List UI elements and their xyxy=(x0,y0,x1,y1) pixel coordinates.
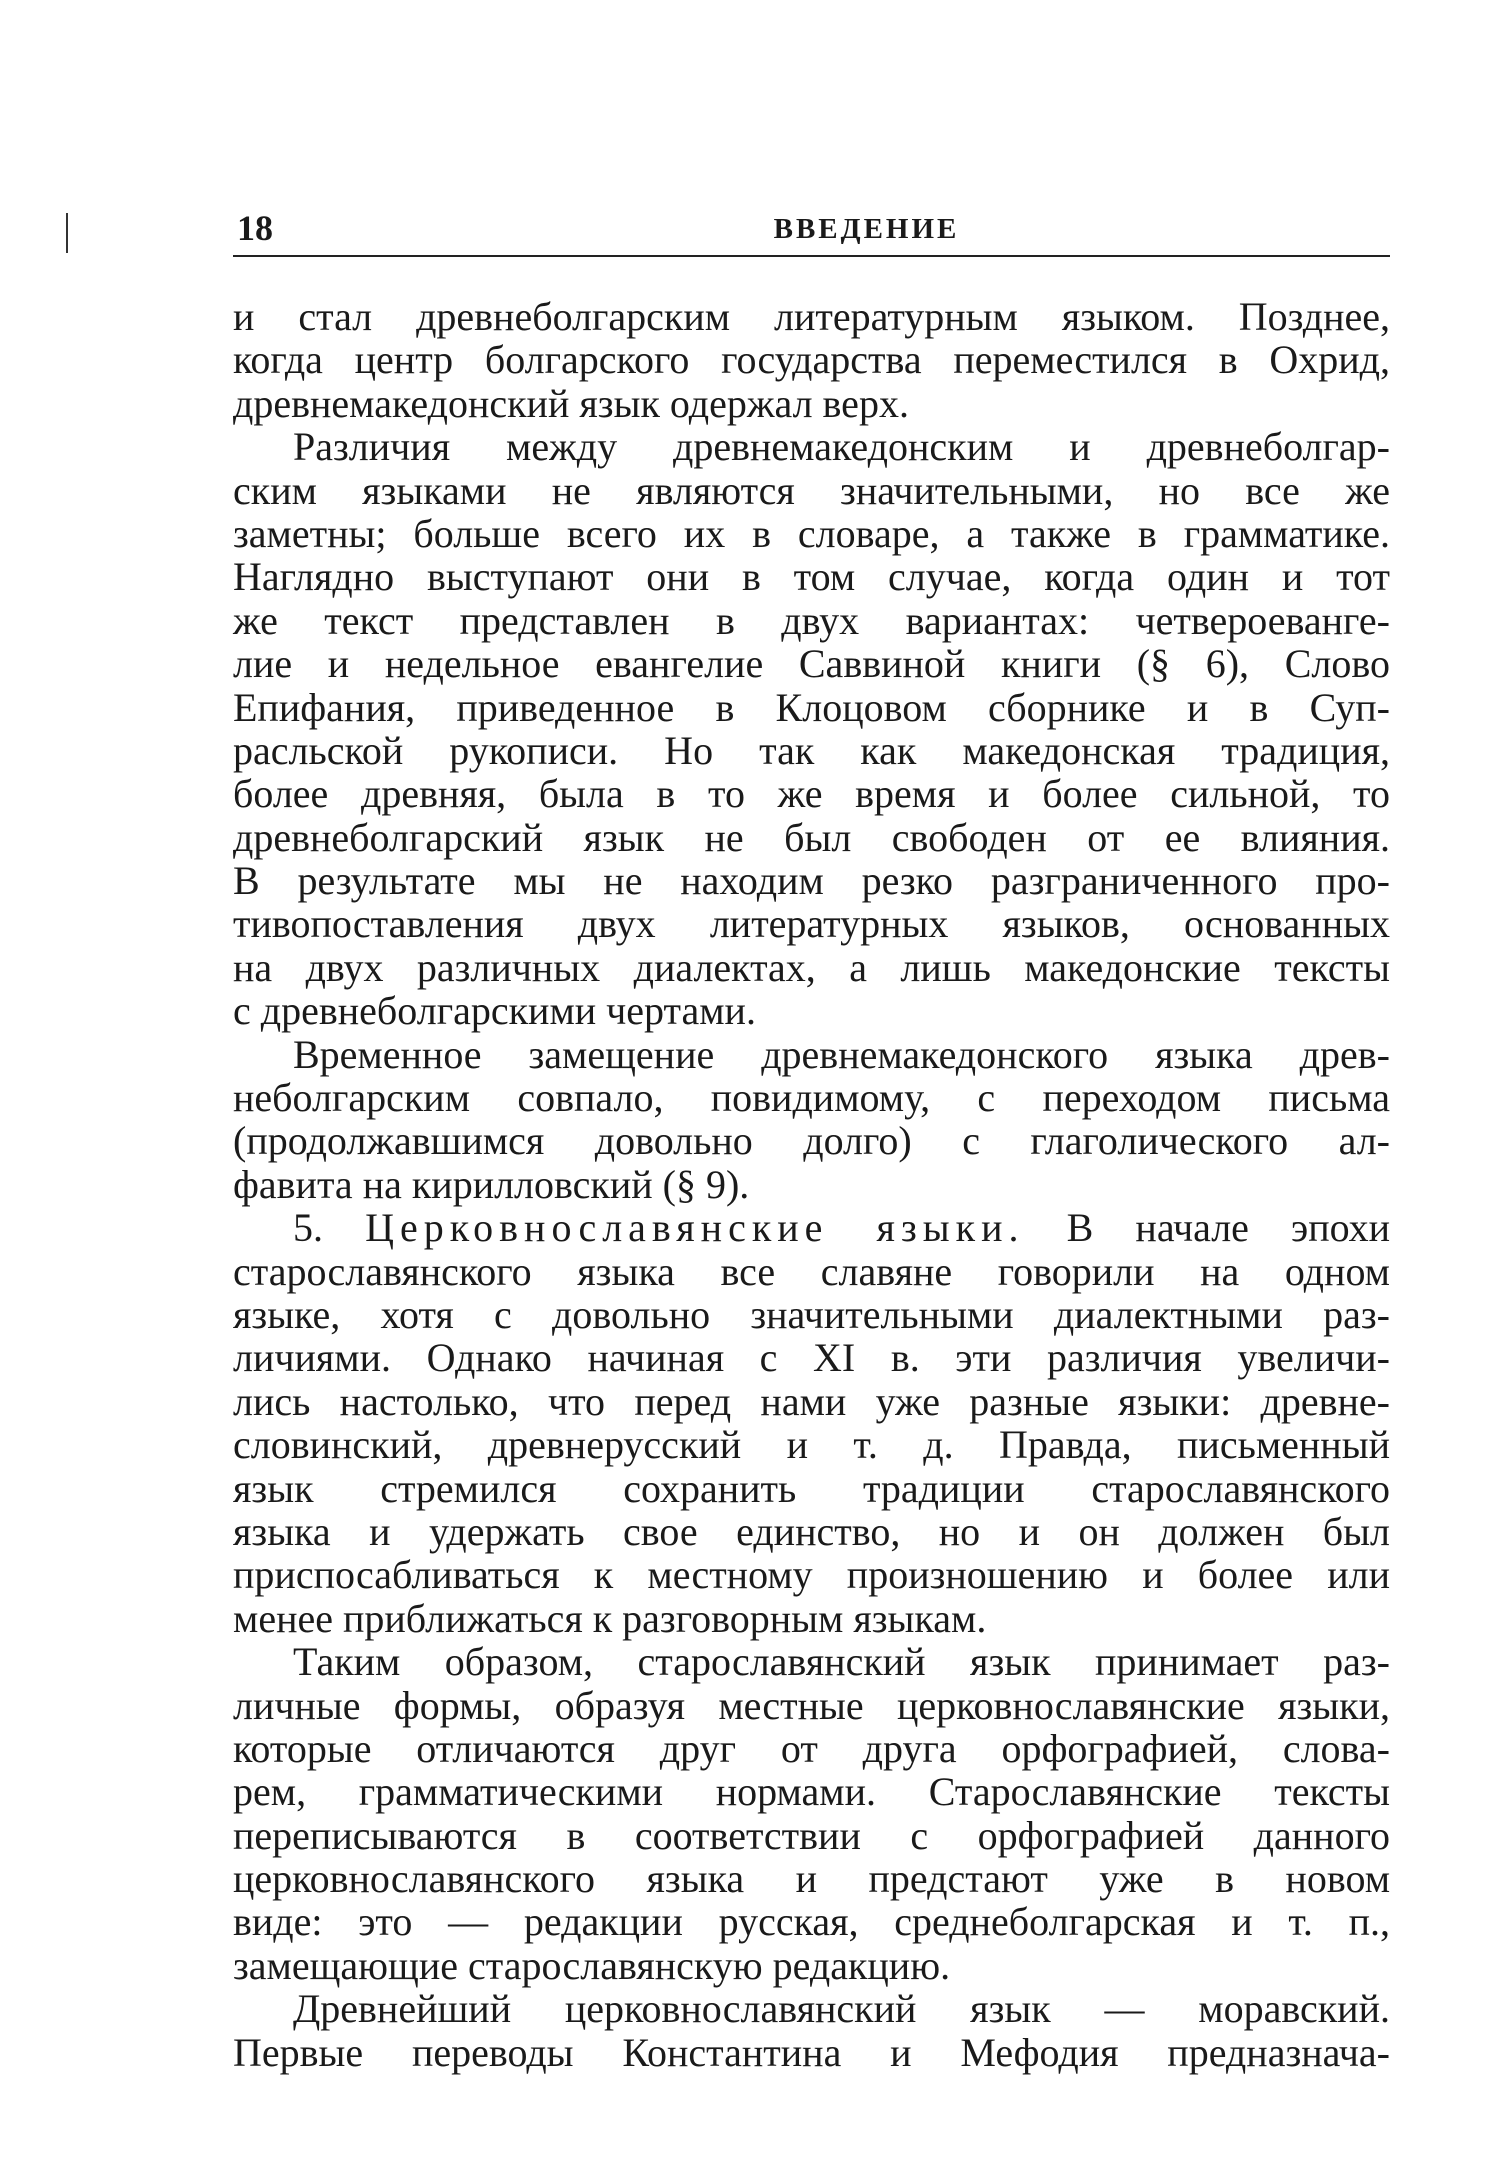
text-line: которые отличаются друг от друга орфографией, слова- xyxy=(233,1725,1390,1771)
margin-mark xyxy=(66,213,68,253)
text-line: личиями. Однако начиная с XI в. эти различия увеличи- xyxy=(233,1335,1390,1381)
text-line: Первые переводы Константина и Мефодия предназнача- xyxy=(233,2029,1390,2075)
text-line: же текст представлен в двух вариантах: четвероеванге- xyxy=(233,597,1390,643)
text-line: Епифания, приведенное в Клоцовом сборнике и в Суп- xyxy=(233,684,1390,730)
text-line: (продолжавшимся довольно долго) с глаголического ал- xyxy=(233,1118,1390,1164)
text-line: лие и недельное евангелие Саввиной книги (§ 6), Слово xyxy=(233,641,1390,687)
text-line: В результате мы не находим резко разграниченного про- xyxy=(233,858,1390,904)
text-line: и стал древнеболгарским литературным языком. Позднее, xyxy=(233,294,1390,339)
text-line: рем, грамматическими нормами. Старославянские тексты xyxy=(233,1769,1390,1815)
text-line: языке, хотя с довольно значительными диалектными раз- xyxy=(233,1291,1390,1337)
text-line: тивопоставления двух литературных языков, основанных xyxy=(233,901,1390,947)
text-line: на двух различных диалектах, а лишь македонские тексты xyxy=(233,944,1390,990)
body-text xyxy=(233,295,1390,2074)
text-line: Наглядно выступают они в том случае, когда один и тот xyxy=(233,554,1390,600)
page-number: 18 xyxy=(237,208,273,248)
text-line: древнеболгарский язык не был свободен от ее влияния. xyxy=(233,814,1390,860)
running-title: ВВЕДЕНИЕ xyxy=(773,213,960,245)
text-line: расльской рукописи. Но так как македонская традиция, xyxy=(233,727,1390,773)
running-header xyxy=(233,205,1390,257)
text-line: фавита на кирилловский (§ 9). xyxy=(233,1161,750,1207)
text-line: Различия между древнемакедонским и древнеболгар- xyxy=(293,424,1390,470)
section-number: 5. xyxy=(293,1205,323,1251)
text-block-2 xyxy=(233,1250,1390,2074)
text-line: Временное замещение древнемакедонского языка древ- xyxy=(293,1031,1390,1077)
text-line: личные формы, образуя местные церковнославянские языки, xyxy=(233,1682,1390,1728)
text-line: церковнославянского языка и предстают уже в новом xyxy=(233,1856,1390,1902)
text-line: приспосабливаться к местному произношению и более или xyxy=(233,1552,1390,1598)
text-line: виде: это — редакции русская, среднеболгарская и т. п., xyxy=(233,1899,1390,1945)
text-line: неболгарским совпало, повидимому, с переходом письма xyxy=(233,1075,1390,1121)
section-title: Церковнославянские языки. xyxy=(365,1205,1025,1251)
text-line: словинский, древнерусский и т. д. Правда, письменный xyxy=(233,1422,1390,1468)
text-line: язык стремился сохранить традиции старославянского xyxy=(233,1465,1390,1511)
text-line: когда центр болгарского государства переместился в Охрид, xyxy=(233,337,1390,383)
text-line: Таким образом, старославянский язык принимает раз- xyxy=(293,1639,1390,1685)
section-5-heading-line xyxy=(233,1206,1390,1249)
text-line: языка и удержать свое единство, но и он должен был xyxy=(233,1508,1390,1554)
text-line: заметны; больше всего их в словаре, а также в грамматике. xyxy=(233,510,1390,556)
text-line: с древнеболгарскими чертами. xyxy=(233,988,756,1034)
text-block-1 xyxy=(233,295,1390,1206)
text-line: замещающие старославянскую редакцию. xyxy=(233,1942,951,1988)
text-line: ским языками не являются значительными, но все же xyxy=(233,467,1390,513)
text-line: Древнейший церковнославянский язык — моравский. xyxy=(293,1986,1390,2032)
section-heading-continuation: В начале эпохи xyxy=(1066,1205,1391,1251)
text-line: менее приближаться к разговорным языкам. xyxy=(233,1595,987,1641)
text-line: древнемакедонский язык одержал верх. xyxy=(233,380,909,426)
text-line: лись настолько, что перед нами уже разные языки: древне- xyxy=(233,1378,1390,1424)
text-line: более древняя, была в то же время и более сильной, то xyxy=(233,771,1390,817)
text-line: старославянского языка все славяне говорили на одном xyxy=(233,1248,1390,1294)
text-line: переписываются в соответствии с орфографией данного xyxy=(233,1812,1390,1858)
